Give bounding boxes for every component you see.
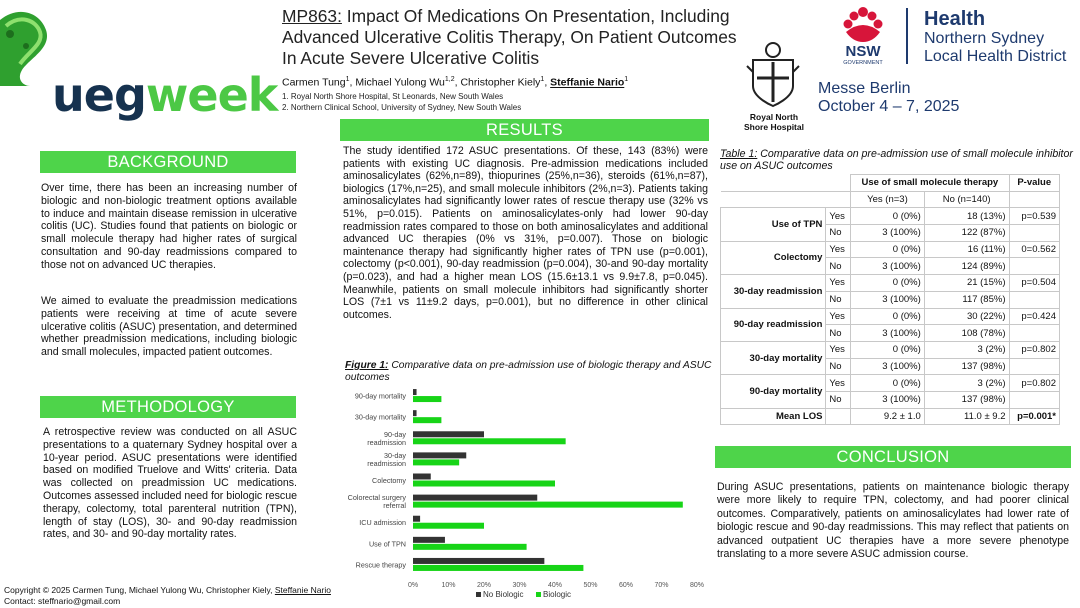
row-pvalue: p=0.802	[1009, 341, 1060, 358]
yes-label: Yes	[826, 275, 851, 292]
table-row	[721, 275, 1060, 292]
category-label-line: readmission	[367, 437, 406, 447]
ueg-logo-text: ueg	[52, 68, 146, 122]
week-logo-text: week	[145, 68, 278, 122]
category-label-line: Colorectal surgery	[347, 493, 406, 503]
row-label: Colectomy	[721, 241, 826, 274]
author-separator: ,	[349, 76, 356, 89]
district-line-1: Northern Sydney	[924, 30, 1045, 47]
row-pvalue-empty	[1009, 225, 1060, 242]
copyright-name: Steffanie Nario	[274, 585, 331, 595]
cell-no-yes: 3 (100%)	[851, 325, 925, 342]
bar-no-biologic	[413, 474, 431, 480]
cell-yes-yes: 0 (0%)	[851, 275, 925, 292]
figure-caption	[345, 360, 715, 384]
crest-icon	[745, 40, 801, 110]
bar-biologic	[413, 438, 566, 444]
row-label: Mean LOS	[721, 408, 826, 425]
author-separator: ,	[544, 76, 551, 89]
no-label: No	[826, 325, 851, 342]
bar-biologic	[413, 523, 484, 529]
author-name: Michael Yulong Wu	[355, 76, 445, 89]
table-row	[721, 341, 1060, 358]
row-pvalue-empty	[1009, 258, 1060, 275]
bar-no-biologic	[413, 452, 466, 458]
affiliation-2: 2. Northern Clinical School, University of Sydney, New South Wales	[282, 102, 522, 112]
x-tick-label: 50%	[583, 582, 598, 589]
row-pvalue: p=0.802	[1009, 375, 1060, 392]
cell-yes-no: 18 (13%)	[924, 208, 1009, 225]
cell-no-yes: 3 (100%)	[851, 358, 925, 375]
category-label-line: Use of TPN	[368, 539, 406, 549]
cell-yes-yes: 0 (0%)	[851, 341, 925, 358]
category-label-line: referral	[383, 501, 406, 511]
x-tick-label: 0%	[407, 582, 419, 589]
category-label-line: 30-day	[384, 450, 406, 460]
table-row	[721, 241, 1060, 258]
health-title: Health	[924, 8, 986, 30]
no-label: No	[826, 225, 851, 242]
bar-biologic	[413, 459, 459, 465]
category-label	[356, 560, 407, 569]
row-empty	[826, 408, 851, 425]
no-label: No	[826, 391, 851, 408]
background-paragraph-1: Over time, there has been an increasing number of biologic and non-biologic treatment options available to induce and maintain disease remission in ulcerative colitis (UC). Studies found that patients on biologic or small molecule therapy had higher rates of surgical consultation and 90-day readmissions compared to those not on advanced UC therapies.	[41, 182, 297, 271]
cell-no-no: 137 (98%)	[924, 358, 1009, 375]
x-tick-label: 20%	[476, 582, 492, 589]
yes-label: Yes	[826, 241, 851, 258]
venue-dates: October 4 – 7, 2025	[818, 98, 960, 115]
yes-label: Yes	[826, 341, 851, 358]
copyright-text: Copyright © 2025 Carmen Tung, Michael Yulong Wu, Christopher Kiely,	[4, 585, 275, 595]
author-affiliation-number: 1	[624, 76, 629, 83]
category-label-line: 90-day mortality	[354, 391, 406, 401]
row-pvalue-empty	[1009, 391, 1060, 408]
x-tick-label: 30%	[512, 582, 527, 589]
bar-biologic	[413, 396, 441, 402]
legend-swatch	[476, 592, 481, 597]
cell-yes-yes: 0 (0%)	[851, 208, 925, 225]
conference-venue	[818, 80, 959, 116]
row-label: Use of TPN	[721, 208, 826, 241]
cell-yes-yes: 0 (0%)	[851, 241, 925, 258]
results-paragraph: The study identified 172 ASUC presentations. Of these, 143 (83%) were patients with existing UC diagnosis. Pre-admission medications included aminosalicylates (62%,n=89), thiopurines (25%,n=36), steroids (61%,n=87), biologics (17%,n=25), and small molecule inhibitors (2%,n=3). Patients taking aminosalicylates had significantly lower rates of rescue therapy use (32% vs 51%, p=0.015). Patients on aminosalicylates-only had lower 90-day readmission rates compared to those on both aminosalicylates and additional advanced UC therapies (0% vs 31%, p=0.007). Those on biologic maintenance therapy had significantly higher rates of TPN use (p=0.001), colectomy (p<0.001), 90-day readmission (p=0.004), 30-and 90-day mortality (p=0.023), and had a higher mean LOS (15.6±13.1 vs 9.9±7.8, p=0.045). Meanwhile, patients on small molecule inhibitors had significantly shorter LOS (7±1 vs 11±9.2 days, p=0.001), but no difference in other clinical outcomes.	[343, 145, 708, 321]
bar-biologic	[413, 565, 583, 571]
ueg-week-logo	[52, 68, 278, 122]
footer	[4, 585, 331, 606]
author-affiliation-number: 1	[345, 76, 350, 83]
row-pvalue: p=0.539	[1009, 208, 1060, 225]
cell-mean-no: 11.0 ± 9.2	[924, 408, 1009, 425]
nsw-government-text: GOVERNMENT	[843, 60, 883, 66]
x-tick-label: 40%	[547, 582, 563, 589]
methodology-heading: METHODOLOGY	[40, 396, 296, 418]
category-label-line: readmission	[367, 458, 406, 468]
x-tick-label: 10%	[441, 582, 456, 589]
category-label-line: ICU admission	[359, 518, 406, 528]
small-molecule-table	[720, 174, 1060, 425]
author-affiliation-number: 1,2	[444, 76, 455, 83]
category-label-line: Rescue therapy	[355, 560, 406, 570]
cell-yes-no: 30 (22%)	[924, 308, 1009, 325]
x-tick-label: 80%	[689, 582, 705, 589]
snake-graphic	[0, 0, 60, 86]
author-name: Christopher Kiely	[460, 76, 541, 89]
copyright-line	[4, 585, 331, 596]
cell-no-no: 117 (85%)	[924, 291, 1009, 308]
no-label: No	[826, 291, 851, 308]
cell-no-yes: 3 (100%)	[851, 225, 925, 242]
poster-code: MP863:	[282, 6, 342, 26]
table-row	[721, 208, 1060, 225]
bar-no-biologic	[413, 389, 417, 395]
col-header-pvalue: P-value	[1009, 175, 1060, 192]
table-row-mean-los	[721, 408, 1060, 425]
row-pvalue-empty	[1009, 358, 1060, 375]
nsw-text: NSW	[845, 43, 881, 60]
author-affiliation-number: 1	[540, 76, 545, 83]
cell-no-no: 137 (98%)	[924, 391, 1009, 408]
no-label: No	[826, 358, 851, 375]
legend-label: No Biologic	[483, 590, 524, 599]
cell-yes-no: 16 (11%)	[924, 241, 1009, 258]
background-heading: BACKGROUND	[40, 151, 296, 173]
category-label	[348, 493, 407, 510]
row-label: 30-day mortality	[721, 341, 826, 374]
health-district-label	[924, 8, 1066, 66]
cell-yes-yes: 0 (0%)	[851, 375, 925, 392]
bar-no-biologic	[413, 516, 420, 522]
bar-biologic	[413, 417, 441, 423]
row-pvalue: p=0.504	[1009, 275, 1060, 292]
yes-label: Yes	[826, 308, 851, 325]
category-label	[355, 392, 407, 401]
figure-caption-text: Comparative data on pre-admission use of biologic therapy and ASUC outcomes	[345, 360, 712, 383]
bar-no-biologic	[413, 537, 445, 543]
results-heading: RESULTS	[340, 119, 709, 141]
no-label: No	[826, 258, 851, 275]
row-pvalue-empty	[1009, 291, 1060, 308]
conclusion-heading: CONCLUSION	[715, 446, 1071, 468]
cell-no-no: 122 (87%)	[924, 225, 1009, 242]
title-block	[282, 6, 752, 113]
table-caption-text: Comparative data on pre-admission use of small molecule inhibitor use on ASUC outcomes	[720, 148, 1073, 172]
row-pvalue: p=0.001*	[1009, 408, 1060, 425]
row-pvalue: 0=0.562	[1009, 241, 1060, 258]
table-row	[721, 375, 1060, 392]
bar-no-biologic	[413, 410, 417, 416]
subheader-no: No (n=140)	[924, 191, 1009, 208]
x-tick-label: 60%	[618, 582, 634, 589]
cell-no-yes: 3 (100%)	[851, 291, 925, 308]
legend-label: Biologic	[543, 590, 572, 599]
category-label	[372, 476, 406, 485]
category-label	[367, 430, 406, 447]
category-label	[367, 451, 406, 468]
row-pvalue-empty	[1009, 325, 1060, 342]
poster-title	[282, 6, 752, 69]
author-separator: ,	[454, 76, 461, 89]
cell-yes-no: 3 (2%)	[924, 375, 1009, 392]
bar-biologic	[413, 544, 527, 550]
category-label-line: Colectomy	[372, 476, 406, 485]
biologic-outcomes-chart	[340, 385, 710, 607]
poster-title-text: Impact Of Medications On Presentation, Including Advanced Ulcerative Colitis Therapy, On Patient Outcomes In Acute Severe Ulcerative Colitis	[282, 6, 737, 68]
category-label-line: 30-day mortality	[354, 412, 406, 422]
author-name: Carmen Tung	[282, 76, 346, 89]
cell-yes-no: 21 (15%)	[924, 275, 1009, 292]
bar-biologic	[413, 502, 683, 508]
table-row	[721, 308, 1060, 325]
row-label: 30-day readmission	[721, 275, 826, 308]
x-tick-label: 70%	[654, 582, 669, 589]
cell-no-no: 124 (89%)	[924, 258, 1009, 275]
affiliation-1: 1. Royal North Shore Hospital, St Leonards, New South Wales	[282, 91, 504, 101]
table-caption	[720, 148, 1075, 172]
cell-mean-yes: 9.2 ± 1.0	[851, 408, 925, 425]
conclusion-paragraph: During ASUC presentations, patients on maintenance biologic therapy were more likely to require TPN, colectomy, and had poorer clinical outcomes. Comparatively, patients on aminosalicylates had lower rate of biologic rescue and 90-day readmissions. This may reflect that patients on advanced outpatient UC therapies have a more severe phenotype translating to a more severe ASUC admission course.	[717, 481, 1069, 561]
col-header-small-molecule: Use of small molecule therapy	[851, 175, 1009, 192]
bar-no-biologic	[413, 431, 484, 437]
cell-no-no: 108 (78%)	[924, 325, 1009, 342]
table-label: Table 1:	[720, 148, 758, 160]
background-paragraph-2: We aimed to evaluate the preadmission medications patients were receiving at time of acute severe ulcerative colitis (ASUC) presentation, and determined whether preadmission medications, including biologic and small molecules, impacted patient outcomes.	[41, 295, 297, 359]
cell-no-yes: 3 (100%)	[851, 258, 925, 275]
category-label	[359, 518, 406, 527]
category-label-line: 90-day	[384, 429, 406, 439]
figure-label: Figure 1:	[345, 360, 389, 371]
author-name: Steffanie Nario	[550, 76, 625, 89]
row-pvalue: p=0.424	[1009, 308, 1060, 325]
bar-no-biologic	[413, 558, 544, 564]
subheader-yes: Yes (n=3)	[851, 191, 925, 208]
yes-label: Yes	[826, 375, 851, 392]
rnsh-line-2: Shore Hospital	[744, 122, 804, 132]
row-label: 90-day mortality	[721, 375, 826, 408]
yes-label: Yes	[826, 208, 851, 225]
category-label	[355, 413, 407, 422]
cell-yes-no: 3 (2%)	[924, 341, 1009, 358]
category-label	[369, 539, 406, 548]
rnsh-line-1: Royal North	[749, 112, 799, 122]
venue-name: Messe Berlin	[818, 80, 911, 97]
bar-biologic	[413, 481, 555, 487]
rnsh-label	[735, 112, 813, 132]
author-list	[282, 74, 752, 89]
cell-no-yes: 3 (100%)	[851, 391, 925, 408]
cell-yes-yes: 0 (0%)	[851, 308, 925, 325]
methodology-paragraph: A retrospective review was conducted on all ASUC presentations to a quaternary Sydney hospital over a 10-year period. ASUC presentations were identified based on modified Truelove and Witts' criteria. Data was collected on preadmission UC medications. Outcomes assessed included need for biologic rescue therapy, colectomy, total parenteral nutrition (TPN), length of stay (LOS), 30- and 90-day readmission rates, and 30- and 90-day mortality rates.	[43, 426, 297, 541]
legend-swatch	[536, 592, 541, 597]
district-line-2: Local Health District	[924, 48, 1067, 65]
bar-no-biologic	[413, 495, 537, 501]
row-label: 90-day readmission	[721, 308, 826, 341]
contact-line: Contact: steffnario@gmail.com	[4, 595, 121, 606]
header-divider	[906, 8, 908, 64]
